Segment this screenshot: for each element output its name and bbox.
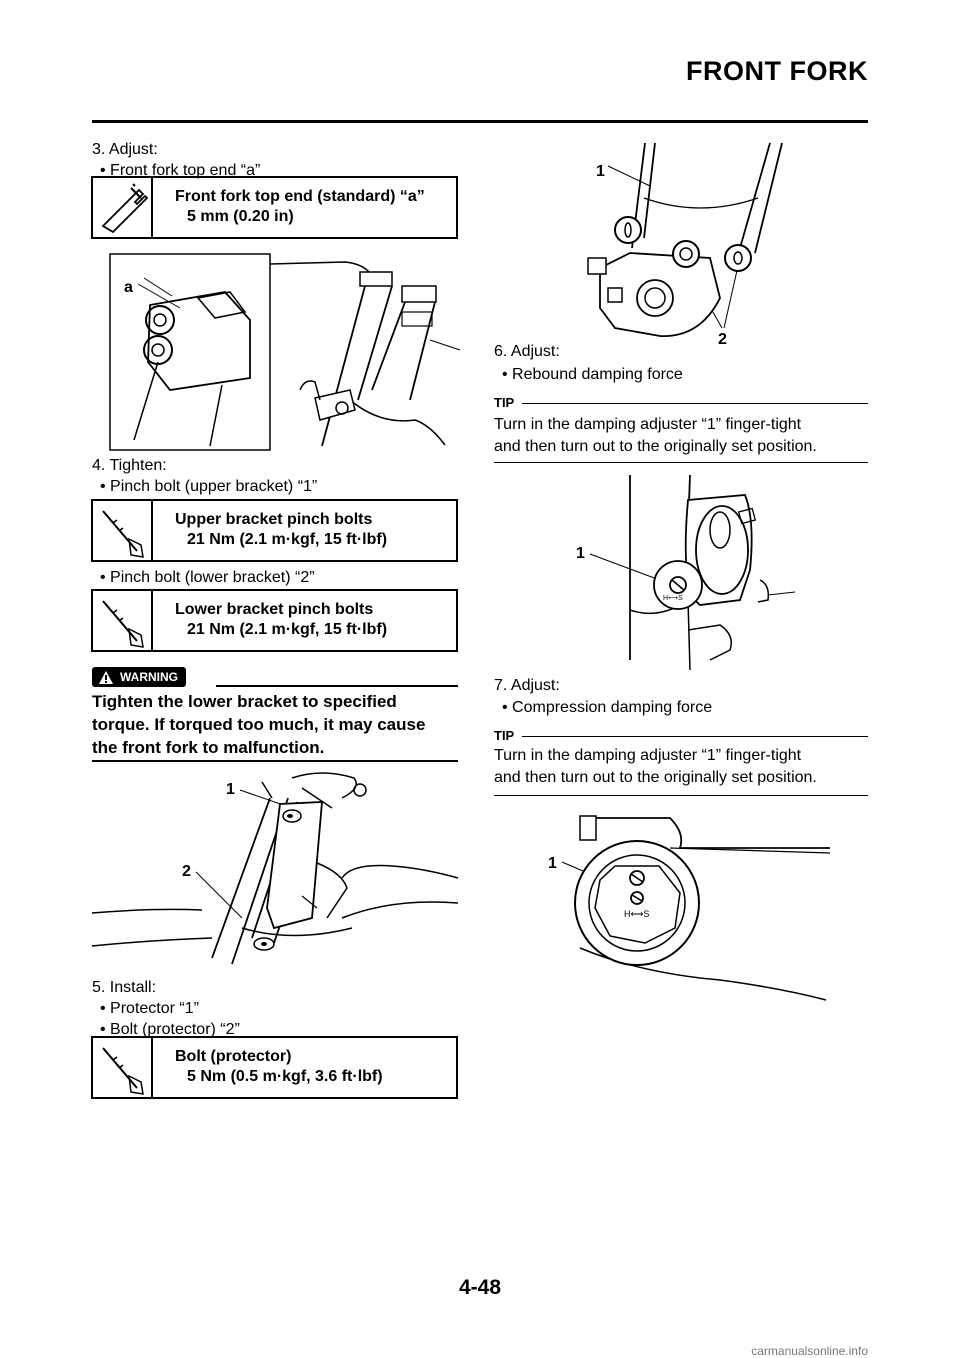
spec-title: Front fork top end (standard) “a” [175,188,425,205]
tip-1-rule-bottom [494,462,868,463]
spec-box-upper-bracket [91,499,458,562]
footer-watermark: carmanualsonline.info [751,1344,868,1358]
torque-wrench-icon [93,591,153,650]
tip-2-rule-top [522,736,868,737]
step-6-label: 6. Adjust: [494,343,560,360]
callout-1: 1 [548,855,557,872]
warning-badge-text: WARNING [120,670,178,684]
spec-title: Upper bracket pinch bolts [175,511,373,528]
callout-2: 2 [718,331,727,348]
tip-1-line-2: and then turn out to the originally set position. [494,438,817,455]
step-4-bullet-1: • Pinch bolt (upper bracket) “1” [100,478,318,495]
figure-rebound-adjuster [570,470,810,670]
torque-wrench-icon [93,501,153,560]
step-6-bullet: • Rebound damping force [502,366,683,383]
header-rule [92,120,868,123]
spec-box-top-end [91,176,458,239]
spec-value: 21 Nm (2.1 m·kgf, 15 ft·lbf) [187,531,388,548]
figure-protector [92,768,458,973]
step-3-label: 3. Adjust: [92,141,158,158]
spec-box-lower-bracket [91,589,458,652]
warning-line-3: the front fork to malfunction. [92,738,325,757]
warning-rule-bottom [92,760,458,762]
spec-title: Bolt (protector) [175,1048,292,1065]
warning-triangle-icon [98,670,114,685]
callout-a: a [124,279,133,296]
warning-line-2: torque. If torqued too much, it may cause [92,715,426,734]
adjuster-marking: H⟷S [663,595,683,602]
page-number: 4-48 [458,1276,502,1299]
step-5-bullet-2: • Bolt (protector) “2” [100,1021,240,1038]
tip-1-label: TIP [494,395,515,410]
figure-compression-adjuster [540,808,840,1008]
tip-2-line-1: Turn in the damping adjuster “1” finger-tight [494,747,802,764]
spec-value: 5 mm (0.20 in) [187,208,294,225]
step-4-label: 4. Tighten: [92,457,167,474]
callout-2: 2 [182,863,191,880]
spec-title: Lower bracket pinch bolts [175,601,374,618]
spec-value: 21 Nm (2.1 m·kgf, 15 ft·lbf) [187,621,388,638]
callout-1: 1 [576,545,585,562]
tip-2-line-2: and then turn out to the originally set position. [494,769,817,786]
step-5-label: 5. Install: [92,979,157,996]
callout-1: 1 [226,781,235,798]
page-title: FRONT FORK [686,56,868,86]
adjuster-marking: H⟷S [624,909,650,919]
tip-1-line-1: Turn in the damping adjuster “1” finger-tight [494,416,802,433]
caliper-icon [93,178,153,237]
tip-1-rule-top [522,403,868,404]
tip-2-rule-bottom [494,795,868,796]
spec-box-protector-bolt [91,1036,458,1099]
callout-1: 1 [596,163,605,180]
step-7-label: 7. Adjust: [494,677,560,694]
torque-wrench-icon [93,1038,153,1097]
step-3-bullet: • Front fork top end “a” [100,162,261,179]
figure-rebound-adjuster-location [560,138,800,348]
warning-line-1: Tighten the lower bracket to specified [92,692,397,711]
step-5-bullet-1: • Protector “1” [100,1000,199,1017]
tip-2-label: TIP [494,728,515,743]
figure-fork-top-end [110,250,460,450]
step-4-bullet-2: • Pinch bolt (lower bracket) “2” [100,569,315,586]
step-7-bullet: • Compression damping force [502,699,713,716]
warning-rule-top [216,685,458,687]
spec-value: 5 Nm (0.5 m·kgf, 3.6 ft·lbf) [187,1068,383,1085]
